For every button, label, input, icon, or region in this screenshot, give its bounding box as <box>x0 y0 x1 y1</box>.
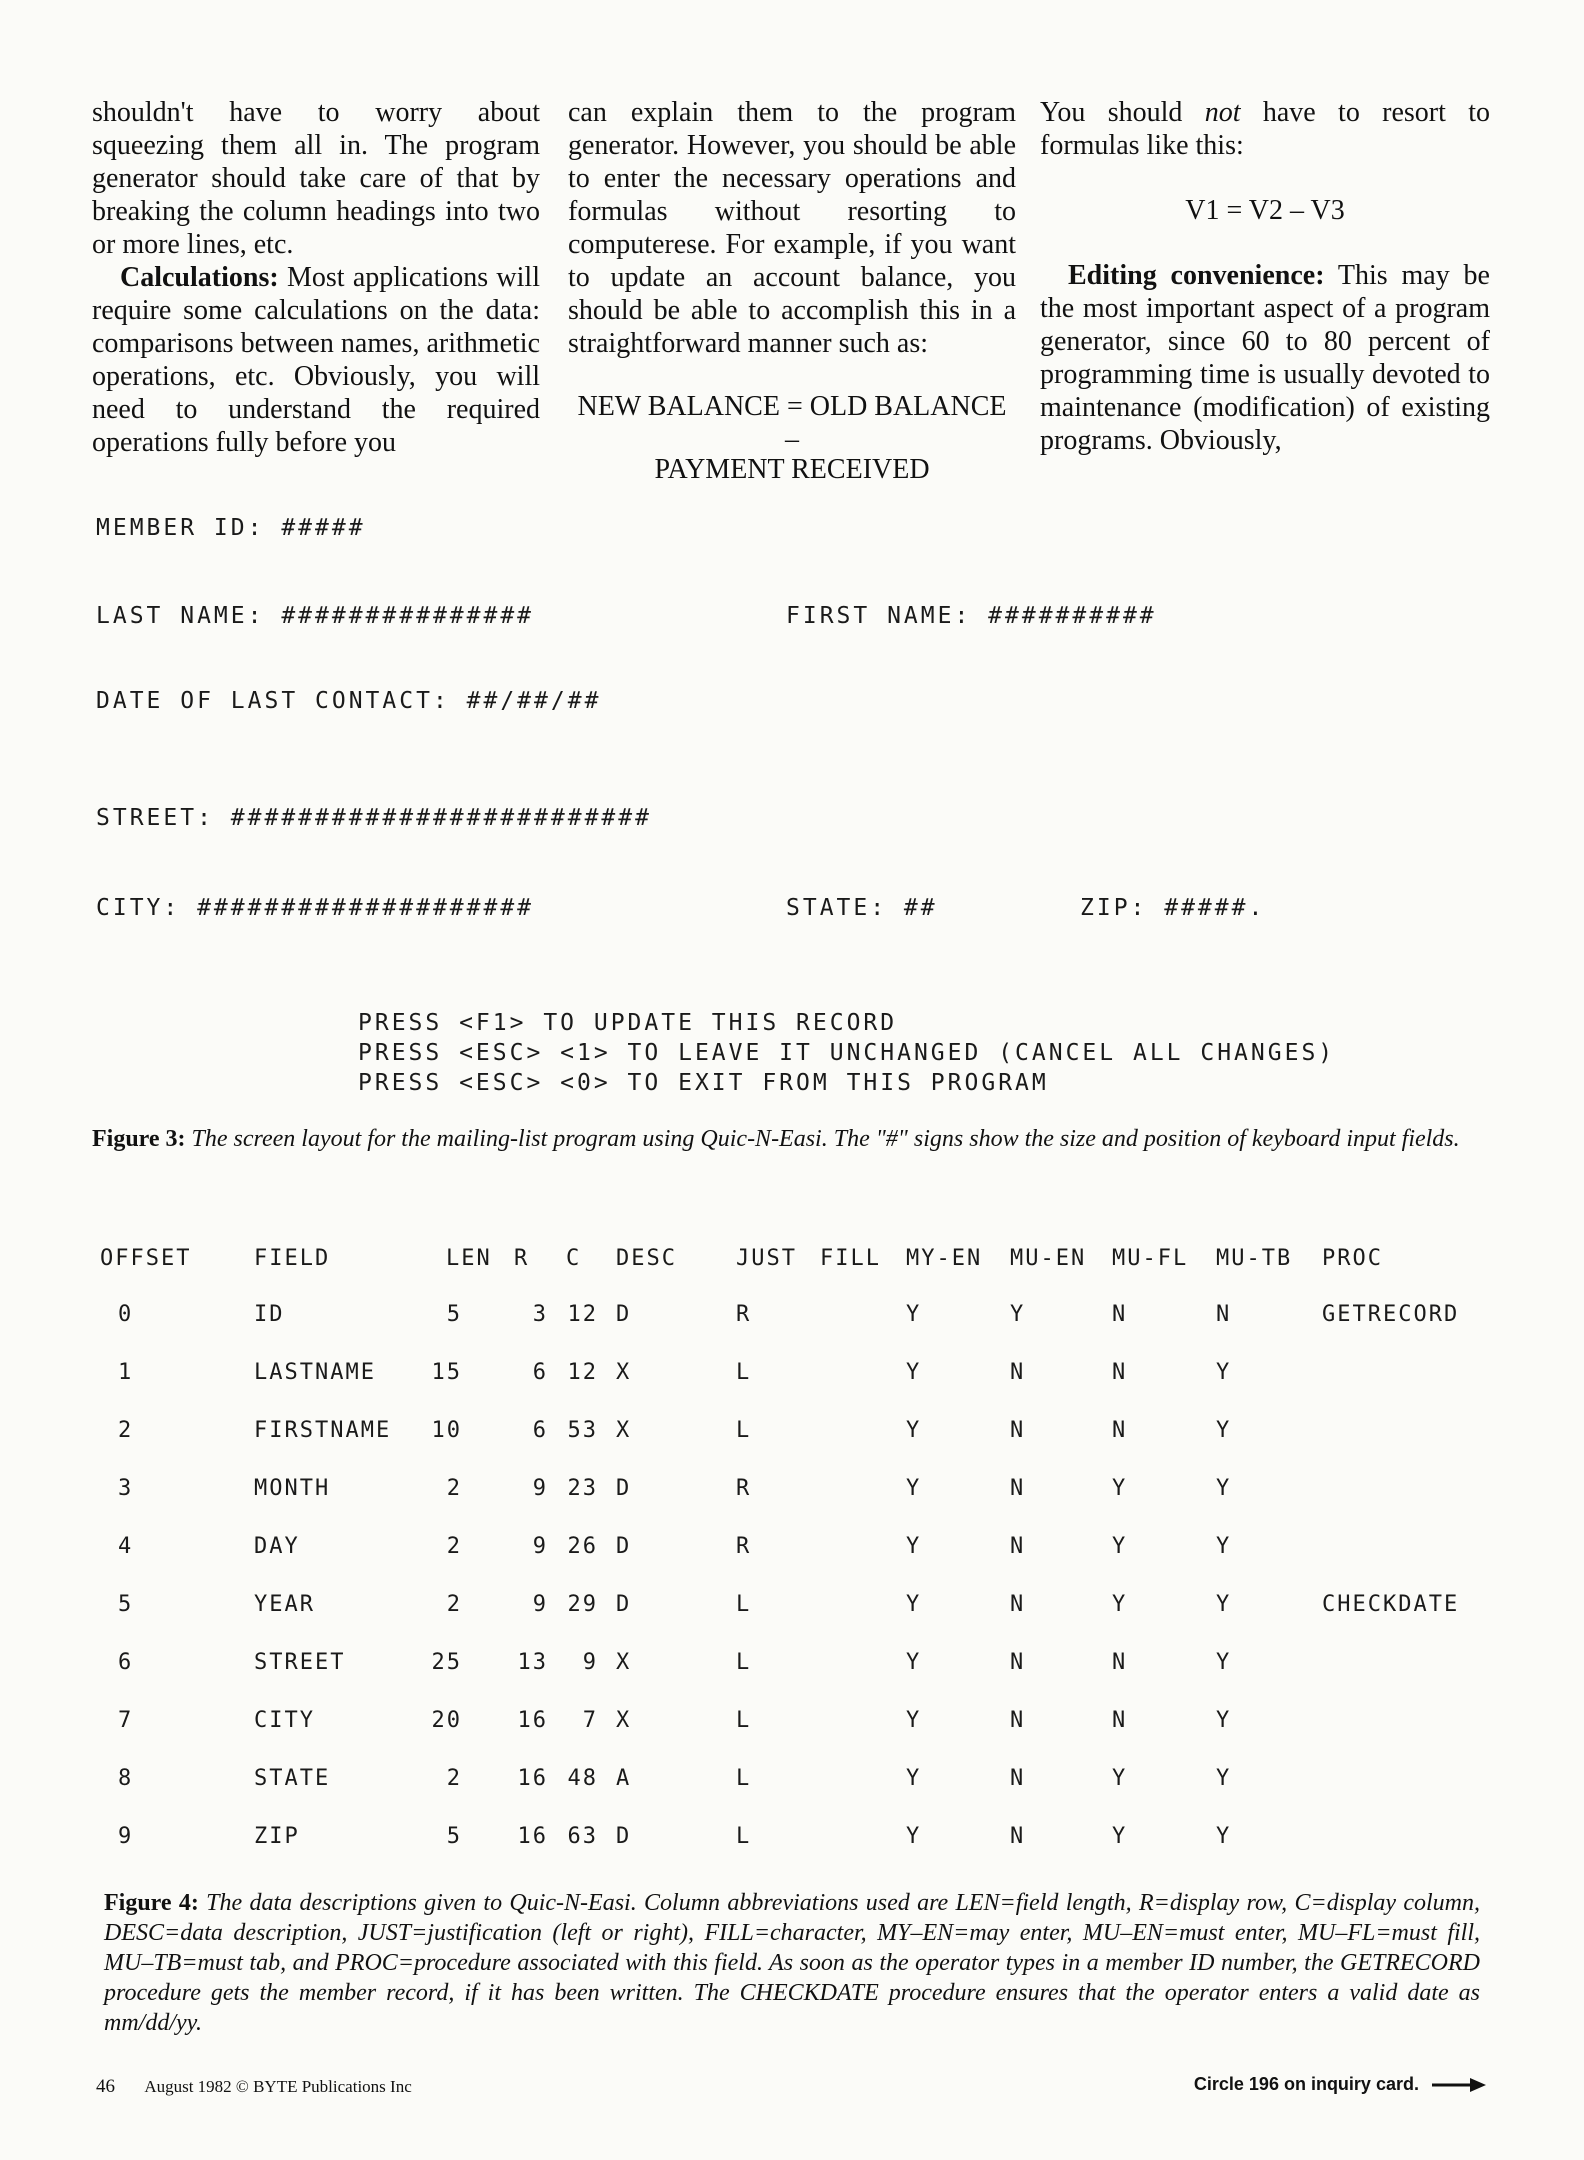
table-cell-must-tab: N <box>1216 1302 1232 1327</box>
screen-date-last-contact: DATE OF LAST CONTACT: ##/##/## <box>96 688 602 714</box>
table-cell-must-fill: Y <box>1112 1592 1128 1617</box>
table-cell-desc: D <box>616 1824 632 1849</box>
table-cell-len: 2 <box>446 1476 462 1501</box>
table-cell-must-fill: N <box>1112 1418 1128 1443</box>
paragraph <box>1040 96 1490 162</box>
table-cell-just: L <box>736 1360 752 1385</box>
table-cell-may-enter: Y <box>906 1476 922 1501</box>
table-cell-must-fill: Y <box>1112 1476 1128 1501</box>
table-cell-may-enter: Y <box>906 1824 922 1849</box>
table-cell-must-tab: Y <box>1216 1418 1232 1443</box>
table-cell-field: YEAR <box>254 1592 315 1617</box>
table-cell-desc: X <box>616 1708 632 1733</box>
paragraph-editing <box>1040 259 1490 457</box>
table-cell-just: L <box>736 1418 752 1443</box>
text-column-2 <box>568 96 1016 486</box>
table-cell-col: 7 <box>582 1708 598 1733</box>
table-cell-must-tab: Y <box>1216 1360 1232 1385</box>
column-header-col: C <box>566 1246 582 1271</box>
table-cell-row: 3 <box>532 1302 548 1327</box>
table-cell-field: ZIP <box>254 1824 300 1849</box>
table-cell-desc: X <box>616 1360 632 1385</box>
table-cell-offset: 1 <box>118 1360 134 1385</box>
figure-3-caption <box>92 1124 1492 1154</box>
table-cell-field: ID <box>254 1302 285 1327</box>
table-cell-col: 29 <box>567 1592 598 1617</box>
column-header-must-tab: MU-TB <box>1216 1246 1293 1271</box>
table-cell-must-enter: N <box>1010 1592 1026 1617</box>
column-header-desc: DESC <box>616 1246 677 1271</box>
table-cell-len: 5 <box>446 1302 462 1327</box>
table-cell-field: STREET <box>254 1650 346 1675</box>
table-cell-must-fill: N <box>1112 1708 1128 1733</box>
table-cell-must-enter: N <box>1010 1360 1026 1385</box>
paragraph: can explain them to the program generator. However, you should be able to enter the necessary operations and formulas without resorting to computerese. For example, if you want to update an account balance, you should be able to accomplish this in a straightforward manner such as: <box>568 97 1016 359</box>
run-in-heading: Editing convenience: <box>1068 260 1325 291</box>
table-cell-desc: X <box>616 1418 632 1443</box>
table-cell-must-enter: Y <box>1010 1302 1026 1327</box>
table-cell-row: 9 <box>532 1592 548 1617</box>
table-cell-len: 2 <box>446 1534 462 1559</box>
column-header-must-enter: MU-EN <box>1010 1246 1087 1271</box>
table-cell-must-fill: N <box>1112 1650 1128 1675</box>
column-header-len: LEN <box>446 1246 492 1271</box>
table-cell-must-tab: Y <box>1216 1708 1232 1733</box>
table-cell-offset: 8 <box>118 1766 134 1791</box>
table-cell-must-fill: Y <box>1112 1766 1128 1791</box>
table-cell-col: 53 <box>567 1418 598 1443</box>
paragraph-calculations <box>92 261 540 459</box>
table-cell-may-enter: Y <box>906 1592 922 1617</box>
table-cell-must-enter: N <box>1010 1708 1026 1733</box>
table-cell-col: 26 <box>567 1534 598 1559</box>
table-cell-len: 15 <box>431 1360 462 1385</box>
table-cell-may-enter: Y <box>906 1708 922 1733</box>
page-footer <box>96 2076 412 2098</box>
screen-member-id: MEMBER ID: ##### <box>96 515 366 541</box>
table-cell-col: 63 <box>567 1824 598 1849</box>
table-cell-just: L <box>736 1592 752 1617</box>
table-cell-offset: 3 <box>118 1476 134 1501</box>
table-cell-must-enter: N <box>1010 1766 1026 1791</box>
table-cell-desc: X <box>616 1650 632 1675</box>
formula-line-2: PAYMENT RECEIVED <box>654 454 930 485</box>
table-cell-row: 16 <box>517 1766 548 1791</box>
table-cell-just: R <box>736 1534 752 1559</box>
formula: V1 = V2 – V3 <box>1185 195 1345 226</box>
page-number: 46 <box>96 2076 115 2097</box>
table-cell-desc: D <box>616 1592 632 1617</box>
formula-line-1: NEW BALANCE = OLD BALANCE – <box>577 391 1007 455</box>
table-cell-field: MONTH <box>254 1476 331 1501</box>
figure-label: Figure 3: <box>92 1126 186 1152</box>
screen-press-update: PRESS <F1> TO UPDATE THIS RECORD <box>358 1010 898 1036</box>
table-cell-len: 2 <box>446 1766 462 1791</box>
table-cell-desc: A <box>616 1766 632 1791</box>
table-cell-offset: 2 <box>118 1418 134 1443</box>
table-cell-must-tab: Y <box>1216 1592 1232 1617</box>
column-header-row: R <box>514 1246 530 1271</box>
table-cell-just: R <box>736 1302 752 1327</box>
table-cell-row: 9 <box>532 1476 548 1501</box>
table-cell-offset: 6 <box>118 1650 134 1675</box>
emphasis: not <box>1204 97 1241 128</box>
table-cell-col: 9 <box>582 1650 598 1675</box>
table-cell-offset: 5 <box>118 1592 134 1617</box>
table-cell-just: R <box>736 1476 752 1501</box>
table-cell-must-fill: Y <box>1112 1534 1128 1559</box>
table-cell-row: 9 <box>532 1534 548 1559</box>
table-cell-may-enter: Y <box>906 1418 922 1443</box>
table-cell-must-tab: Y <box>1216 1650 1232 1675</box>
inquiry-text: Circle 196 on inquiry card. <box>1193 2074 1419 2094</box>
table-cell-may-enter: Y <box>906 1534 922 1559</box>
table-cell-proc: CHECKDATE <box>1322 1592 1460 1617</box>
paragraph-text: This may be the most important aspect of a program generator, since 60 to 80 percent of programming time is usually devoted to maintenance (modification) of existing programs. Obviously, <box>1040 260 1490 456</box>
screen-last-name: LAST NAME: ############### <box>96 603 535 629</box>
table-cell-desc: D <box>616 1302 632 1327</box>
caption-text: The screen layout for the mailing-list program using Quic-N-Easi. The "#" signs show the size and position of keyboard input fields. <box>185 1126 1460 1152</box>
table-cell-must-tab: Y <box>1216 1824 1232 1849</box>
table-cell-proc: GETRECORD <box>1322 1302 1460 1327</box>
table-cell-desc: D <box>616 1476 632 1501</box>
table-cell-must-fill: N <box>1112 1360 1128 1385</box>
screen-first-name: FIRST NAME: ########## <box>786 603 1157 629</box>
screen-city: CITY: #################### <box>96 895 535 921</box>
table-cell-offset: 7 <box>118 1708 134 1733</box>
table-cell-just: L <box>736 1824 752 1849</box>
table-cell-len: 20 <box>431 1708 462 1733</box>
screen-street: STREET: ######################### <box>96 805 652 831</box>
table-cell-col: 23 <box>567 1476 598 1501</box>
table-cell-field: DAY <box>254 1534 300 1559</box>
table-cell-offset: 9 <box>118 1824 134 1849</box>
table-cell-field: CITY <box>254 1708 315 1733</box>
table-cell-just: L <box>736 1766 752 1791</box>
table-cell-must-enter: N <box>1010 1824 1026 1849</box>
table-cell-must-fill: N <box>1112 1302 1128 1327</box>
column-header-proc: PROC <box>1322 1246 1383 1271</box>
table-cell-must-enter: N <box>1010 1418 1026 1443</box>
column-header-may-enter: MY-EN <box>906 1246 983 1271</box>
table-cell-col: 48 <box>567 1766 598 1791</box>
table-cell-field: STATE <box>254 1766 331 1791</box>
table-cell-len: 25 <box>431 1650 462 1675</box>
table-cell-row: 6 <box>532 1360 548 1385</box>
table-cell-may-enter: Y <box>906 1766 922 1791</box>
table-cell-must-enter: N <box>1010 1534 1026 1559</box>
text-column-3 <box>1040 96 1490 457</box>
inquiry-note <box>1194 2074 1486 2095</box>
paragraph: shouldn't have to worry about squeezing them all in. The program generator should take care of that by breaking the column headings into two or more lines, etc. <box>92 97 540 260</box>
table-cell-must-tab: Y <box>1216 1766 1232 1791</box>
table-cell-len: 5 <box>446 1824 462 1849</box>
paragraph-text: have to resort to formulas like this: <box>1040 97 1490 161</box>
paragraph-text: Most applications will require some calculations on the data: comparisons between names, arithmetic operations, etc. Obviously, you will need to understand the required operations fully before you <box>92 262 540 458</box>
right-arrow-icon <box>1432 2077 1486 2093</box>
paragraph-text: You should <box>1040 97 1205 128</box>
table-cell-offset: 4 <box>118 1534 134 1559</box>
table-cell-must-enter: N <box>1010 1476 1026 1501</box>
table-cell-row: 16 <box>517 1708 548 1733</box>
table-cell-must-fill: Y <box>1112 1824 1128 1849</box>
table-cell-len: 10 <box>431 1418 462 1443</box>
figure-label: Figure 4: <box>104 1890 199 1916</box>
table-cell-may-enter: Y <box>906 1650 922 1675</box>
table-cell-col: 12 <box>567 1302 598 1327</box>
table-cell-row: 13 <box>517 1650 548 1675</box>
table-cell-must-tab: Y <box>1216 1534 1232 1559</box>
table-cell-row: 16 <box>517 1824 548 1849</box>
run-in-heading: Calculations: <box>120 262 279 293</box>
publication-line: August 1982 © BYTE Publications Inc <box>144 2077 412 2096</box>
table-cell-may-enter: Y <box>906 1360 922 1385</box>
column-header-field: FIELD <box>254 1246 331 1271</box>
table-cell-offset: 0 <box>118 1302 134 1327</box>
screen-state: STATE: ## <box>786 895 938 921</box>
figure-4-caption <box>104 1888 1480 2038</box>
text-column-1 <box>92 96 540 459</box>
table-cell-desc: D <box>616 1534 632 1559</box>
table-cell-may-enter: Y <box>906 1302 922 1327</box>
table-cell-field: FIRSTNAME <box>254 1418 392 1443</box>
caption-text: The data descriptions given to Quic-N-Easi. Column abbreviations used are LEN=field length, R=display row, C=display column, DESC=data description, JUST=justification (left or right), FILL=character, MY–EN=may enter, MU–EN=must enter, MU–FL=must fill, MU–TB=must tab, and PROC=procedure associated with this field. As soon as the operator types in a member ID number, the GETRECORD procedure gets the member record, if it has been written. The CHECKDATE procedure ensures that the operator enters a valid date as mm/dd/yy. <box>104 1890 1480 2036</box>
column-header-fill: FILL <box>820 1246 881 1271</box>
column-header-offset: OFFSET <box>100 1246 192 1271</box>
screen-zip: ZIP: #####. <box>1080 895 1266 921</box>
table-cell-must-enter: N <box>1010 1650 1026 1675</box>
table-cell-row: 6 <box>532 1418 548 1443</box>
screen-press-exit: PRESS <ESC> <0> TO EXIT FROM THIS PROGRAM <box>358 1070 1049 1096</box>
table-cell-just: L <box>736 1708 752 1733</box>
table-cell-col: 12 <box>567 1360 598 1385</box>
screen-press-cancel: PRESS <ESC> <1> TO LEAVE IT UNCHANGED (CANCEL ALL CHANGES) <box>358 1040 1336 1066</box>
column-header-just: JUST <box>736 1246 797 1271</box>
table-cell-must-tab: Y <box>1216 1476 1232 1501</box>
table-cell-just: L <box>736 1650 752 1675</box>
table-cell-len: 2 <box>446 1592 462 1617</box>
column-header-must-fill: MU-FL <box>1112 1246 1189 1271</box>
table-cell-field: LASTNAME <box>254 1360 376 1385</box>
